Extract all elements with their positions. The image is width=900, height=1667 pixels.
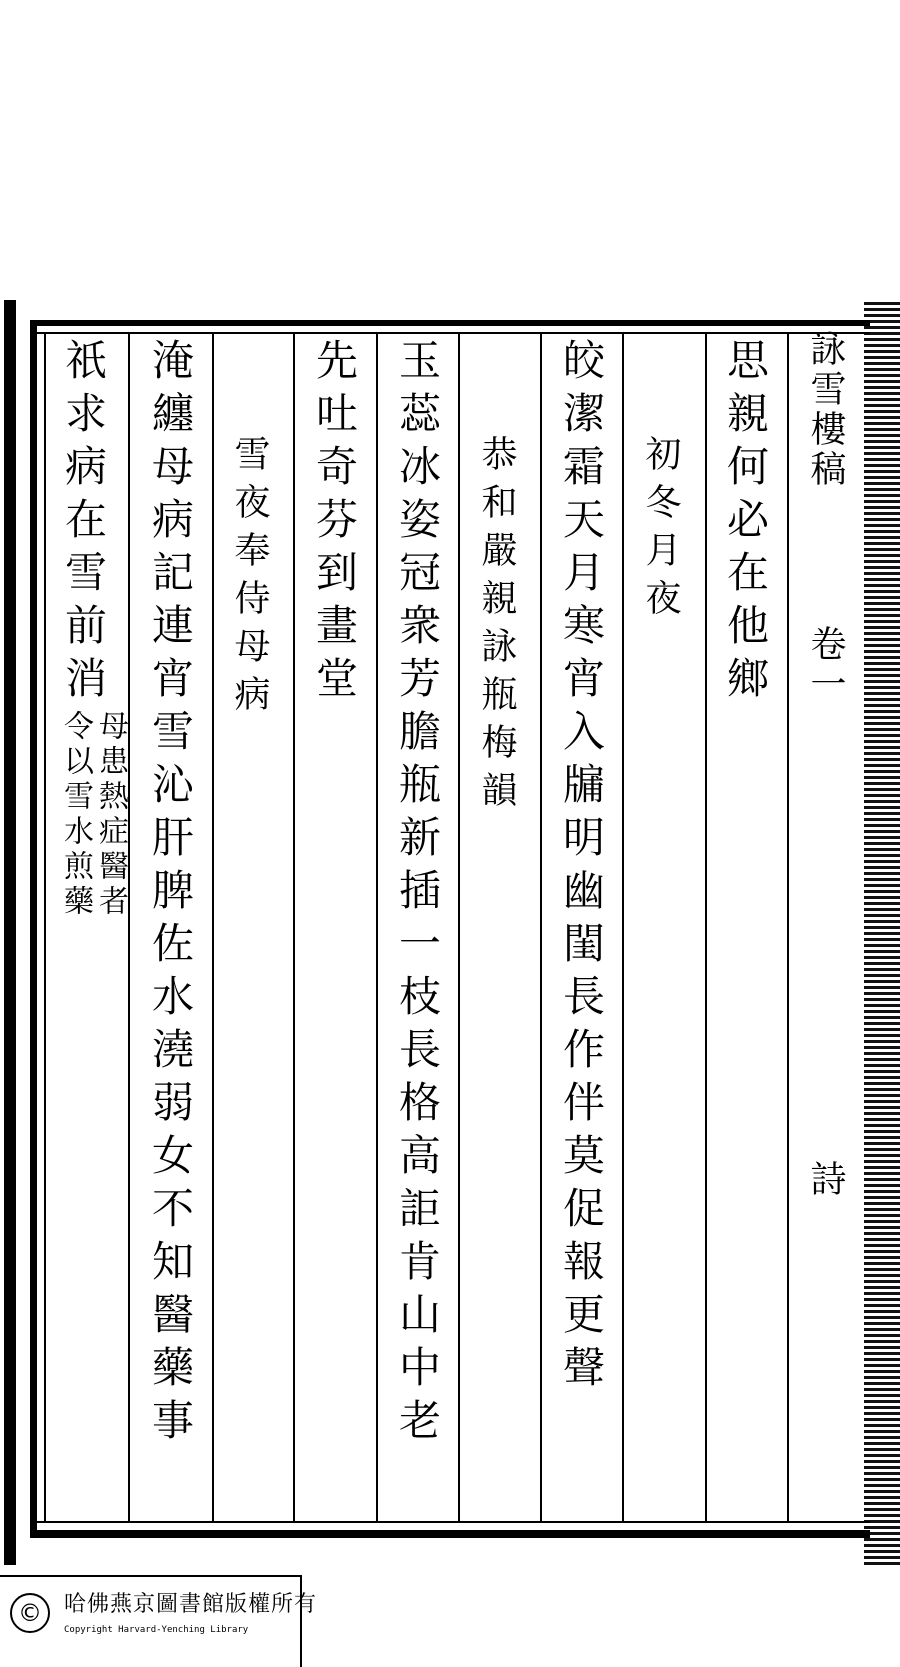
verse-column: 祇求病在雪前消 [59, 338, 108, 709]
inner-left-border-thin [44, 334, 46, 1522]
verse-column: 玉蕊冰姿冠衆芳膽瓶新插一枝長格高詎肯山中老 [393, 338, 442, 1451]
verse-column: 思親何必在他鄉 [721, 338, 770, 709]
column-divider [293, 334, 295, 1522]
column-divider [128, 334, 130, 1522]
top-border-inner [30, 332, 870, 334]
copyright-icon: © [10, 1593, 50, 1633]
genre-label: 詩 [805, 1160, 846, 1200]
bottom-border-inner [30, 1521, 870, 1523]
outer-left-border [4, 300, 16, 1565]
poem-title: 雪夜奉侍母病 [229, 435, 270, 723]
copyright-chinese: 哈佛燕京圖書館版權所有 [64, 1592, 318, 1617]
verse-column: 淹纏母病記連宵雪沁肝脾佐水澆弱女不知醫藥事 [146, 338, 195, 1451]
outer-right-edge [864, 300, 900, 1565]
column-divider [705, 334, 707, 1522]
annotation-right: 母患熱症醫者 [93, 710, 128, 920]
column-divider [376, 334, 378, 1522]
annotation-left: 令以雪水煎藥 [58, 710, 93, 920]
column-divider [212, 334, 214, 1522]
copyright-english: Copyright Harvard-Yenching Library [64, 1625, 249, 1635]
column-divider [458, 334, 460, 1522]
column-divider [622, 334, 624, 1522]
copyright-footer [0, 1575, 318, 1667]
book-title: 詠雪樓稿 [805, 330, 846, 490]
verse-column: 皎潔霜天月寒宵入牖明幽閨長作伴莫促報更聲 [557, 338, 606, 1398]
poem-title: 恭和嚴親詠瓶梅韻 [476, 435, 517, 819]
inner-left-border [30, 320, 37, 1538]
verse-column: 先吐奇芬到畫堂 [310, 338, 359, 709]
volume-label: 卷一 [805, 625, 846, 705]
bottom-border [30, 1530, 870, 1538]
top-border [30, 320, 870, 326]
book-page [0, 300, 900, 1565]
column-divider [540, 334, 542, 1522]
poem-title: 初冬月夜 [640, 435, 681, 627]
column-divider [787, 334, 789, 1522]
